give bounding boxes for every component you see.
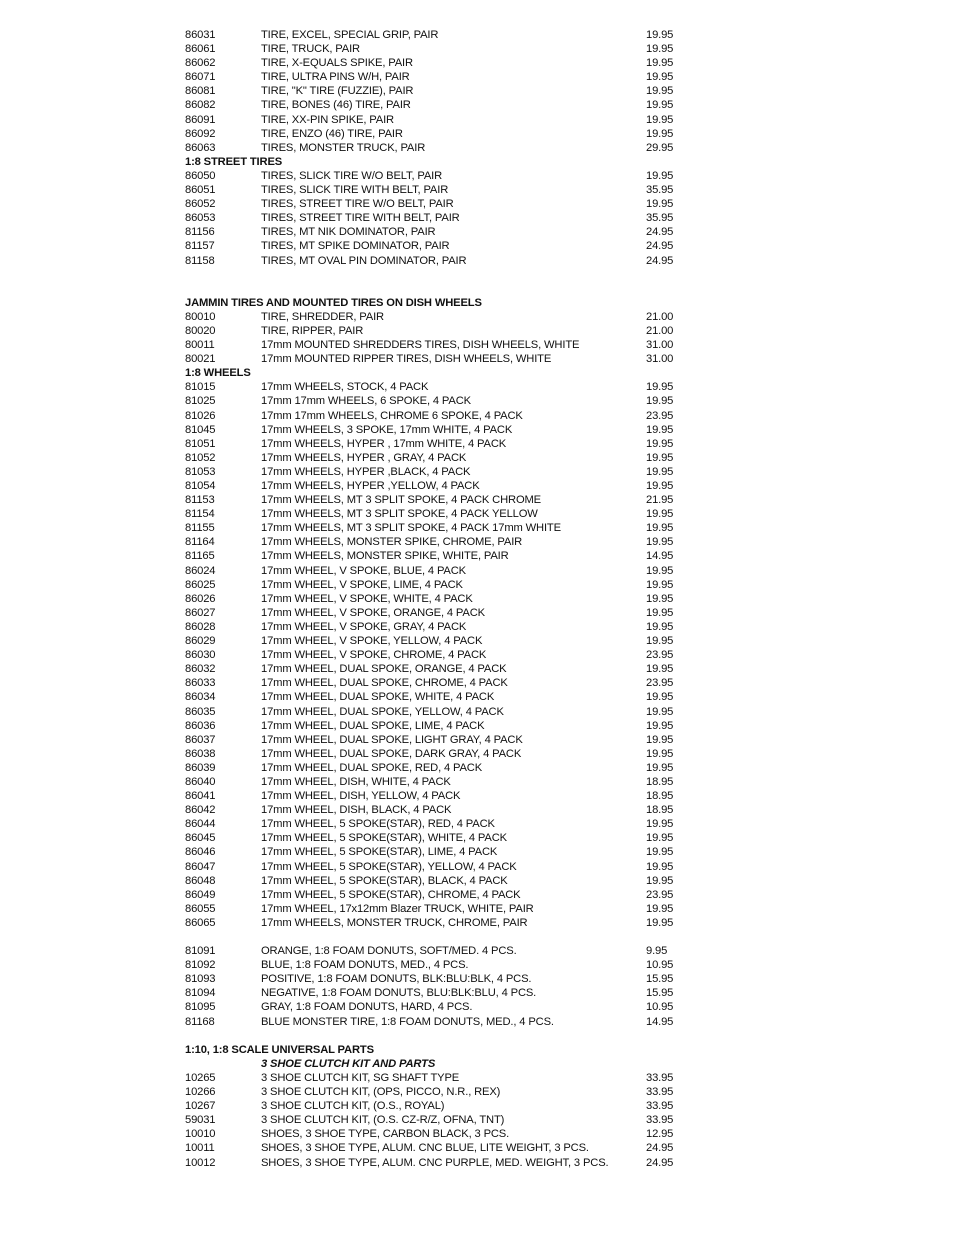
- item-description: 17mm WHEEL, 5 SPOKE(STAR), LIME, 4 PACK: [261, 846, 498, 859]
- item-price: 19.95: [646, 113, 674, 126]
- part-number: 80010: [185, 310, 216, 323]
- part-number: 86061: [185, 43, 216, 56]
- item-row: [185, 817, 685, 831]
- part-number: 86046: [185, 846, 216, 859]
- part-number: 10011: [185, 1142, 215, 1155]
- item-description: 17mm WHEEL, V SPOKE, LIME, 4 PACK: [261, 578, 463, 591]
- item-price: 19.95: [646, 85, 674, 98]
- part-number: 81051: [185, 437, 216, 450]
- item-row: [185, 479, 685, 493]
- item-row: [185, 860, 685, 874]
- item-row: [185, 394, 685, 408]
- part-number: 80020: [185, 324, 216, 337]
- item-row: [185, 1141, 685, 1155]
- part-number: 80011: [185, 339, 215, 352]
- item-price: 24.95: [646, 240, 674, 253]
- part-number: 86053: [185, 212, 216, 225]
- part-number: 86048: [185, 874, 216, 887]
- item-description: 3 SHOE CLUTCH KIT, SG SHAFT TYPE: [261, 1071, 460, 1084]
- item-row: [185, 324, 685, 338]
- item-description: 17mm WHEEL, 5 SPOKE(STAR), BLACK, 4 PACK: [261, 874, 508, 887]
- item-description: 17mm WHEELS, MT 3 SPLIT SPOKE, 4 PACK CHROME: [261, 494, 541, 507]
- item-row: [185, 648, 685, 662]
- part-number: 86030: [185, 649, 216, 662]
- item-price: 19.95: [646, 606, 674, 619]
- part-number: 10267: [185, 1100, 216, 1113]
- item-price: 19.95: [646, 71, 674, 84]
- item-price: 23.95: [646, 409, 674, 422]
- item-price: 19.95: [646, 846, 674, 859]
- item-row: [185, 409, 685, 423]
- item-row: [185, 113, 685, 127]
- item-row: [185, 634, 685, 648]
- item-description: TIRES, MT NIK DOMINATOR, PAIR: [261, 226, 436, 239]
- item-row: [185, 719, 685, 733]
- item-price: 19.95: [646, 564, 674, 577]
- item-row: [185, 606, 685, 620]
- item-row: [185, 141, 685, 155]
- part-number: 81153: [185, 494, 215, 507]
- item-description: 17mm WHEEL, DUAL SPOKE, LIGHT GRAY, 4 PACK: [261, 733, 523, 746]
- item-description: 17mm WHEEL, DUAL SPOKE, CHROME, 4 PACK: [261, 677, 508, 690]
- item-row: [185, 98, 685, 112]
- part-number: 81025: [185, 395, 216, 408]
- item-price: 15.95: [646, 973, 674, 986]
- part-number: 86033: [185, 677, 216, 690]
- item-price: 19.95: [646, 536, 674, 549]
- item-row: [185, 28, 685, 42]
- item-price: 18.95: [646, 804, 674, 817]
- item-price: 18.95: [646, 775, 674, 788]
- item-price: 19.95: [646, 860, 674, 873]
- part-number: 86031: [185, 29, 216, 41]
- part-number: 10266: [185, 1086, 216, 1099]
- item-description: 17mm WHEELS, MT 3 SPLIT SPOKE, 4 PACK YELLOW: [261, 508, 538, 521]
- part-number: 81157: [185, 240, 215, 253]
- part-number: 86082: [185, 99, 216, 112]
- item-row: [185, 535, 685, 549]
- item-row: [185, 690, 685, 704]
- item-description: 17mm WHEEL, DUAL SPOKE, RED, 4 PACK: [261, 761, 483, 774]
- part-number: 86024: [185, 564, 216, 577]
- item-row: [185, 197, 685, 211]
- item-price: 31.00: [646, 339, 674, 352]
- part-number: 86044: [185, 818, 216, 831]
- item-row: [185, 972, 685, 986]
- item-price: 14.95: [646, 1015, 674, 1028]
- item-row: [185, 986, 685, 1000]
- item-description: 17mm WHEEL, V SPOKE, WHITE, 4 PACK: [261, 592, 473, 605]
- item-description: 17mm WHEEL, V SPOKE, BLUE, 4 PACK: [261, 564, 466, 577]
- item-price: 35.95: [646, 212, 674, 225]
- item-price: 33.95: [646, 1100, 674, 1113]
- item-row: [185, 423, 685, 437]
- item-row: [185, 183, 685, 197]
- part-number: 81045: [185, 423, 216, 436]
- item-price: 24.95: [646, 1156, 674, 1169]
- item-row: [185, 888, 685, 902]
- item-description: TIRES, MT OVAL PIN DOMINATOR, PAIR: [261, 254, 467, 267]
- item-row: [185, 56, 685, 70]
- item-row: [185, 254, 685, 268]
- item-description: TIRE, SHREDDER, PAIR: [261, 310, 384, 323]
- item-row: [185, 169, 685, 183]
- part-number: 86032: [185, 663, 216, 676]
- item-description: 17mm WHEELS, MT 3 SPLIT SPOKE, 4 PACK 17mm WHITE: [261, 522, 561, 535]
- item-price: 12.95: [646, 1128, 674, 1141]
- item-row: [185, 42, 685, 56]
- item-price: 19.95: [646, 465, 674, 478]
- blank-row: [185, 282, 685, 296]
- item-description: 3 SHOE CLUTCH KIT, (O.S. CZ-R/Z, OFNA, TNT): [261, 1114, 505, 1127]
- item-price: 19.95: [646, 99, 674, 112]
- item-row: [185, 916, 685, 930]
- item-price: 19.95: [646, 57, 674, 70]
- part-number: 86091: [185, 113, 216, 126]
- part-number: 81156: [185, 226, 215, 239]
- item-row: [185, 451, 685, 465]
- part-number: 86039: [185, 761, 216, 774]
- item-row: [185, 874, 685, 888]
- item-description: 17mm WHEELS, HYPER ,YELLOW, 4 PACK: [261, 480, 480, 492]
- item-row: [185, 1071, 685, 1085]
- part-number: 81168: [185, 1015, 215, 1028]
- part-number: 10265: [185, 1071, 216, 1084]
- item-description: 17mm WHEEL, DISH, BLACK, 4 PACK: [261, 804, 452, 817]
- item-description: TIRES, SLICK TIRE WITH BELT, PAIR: [261, 184, 449, 197]
- part-number: 86035: [185, 705, 216, 718]
- item-price: 35.95: [646, 184, 674, 197]
- part-number: 81054: [185, 480, 216, 492]
- item-price: 15.95: [646, 987, 674, 1000]
- part-number: 86026: [185, 592, 216, 605]
- item-description: 17mm WHEEL, DISH, YELLOW, 4 PACK: [261, 790, 461, 803]
- item-price: 19.95: [646, 451, 674, 464]
- item-description: 17mm WHEEL, V SPOKE, YELLOW, 4 PACK: [261, 635, 483, 648]
- item-price: 23.95: [646, 649, 674, 662]
- part-number: 81091: [185, 945, 216, 958]
- item-price: 19.95: [646, 719, 674, 732]
- item-price: 33.95: [646, 1086, 674, 1099]
- item-row: [185, 521, 685, 535]
- item-description: SHOES, 3 SHOE TYPE, ALUM. CNC BLUE, LITE WEIGHT, 3 PCS.: [261, 1142, 589, 1155]
- item-price: 24.95: [646, 226, 674, 239]
- part-number: 86052: [185, 198, 216, 211]
- item-description: 17mm 17mm WHEELS, CHROME 6 SPOKE, 4 PACK: [261, 409, 523, 422]
- item-description: 17mm 17mm WHEELS, 6 SPOKE, 4 PACK: [261, 395, 471, 408]
- section-header: 1:8 STREET TIRES: [185, 155, 283, 168]
- item-description: TIRE, ENZO (46) TIRE, PAIR: [261, 127, 403, 140]
- item-price: 33.95: [646, 1071, 674, 1084]
- item-row: [185, 775, 685, 789]
- item-price: 19.95: [646, 29, 674, 41]
- part-number: 86047: [185, 860, 216, 873]
- part-number: 86055: [185, 902, 216, 915]
- item-row: [185, 958, 685, 972]
- item-row: [185, 578, 685, 592]
- item-description: TIRES, MT SPIKE DOMINATOR, PAIR: [261, 240, 450, 253]
- item-price: 19.95: [646, 578, 674, 591]
- part-number: 86040: [185, 775, 216, 788]
- part-number: 86065: [185, 916, 216, 929]
- blank-row: [185, 930, 685, 944]
- item-description: 17mm WHEELS, HYPER , GRAY, 4 PACK: [261, 451, 467, 464]
- part-number: 81154: [185, 508, 215, 521]
- part-number: 81092: [185, 959, 216, 972]
- item-description: 17mm WHEEL, DUAL SPOKE, ORANGE, 4 PACK: [261, 663, 507, 676]
- item-description: 17mm WHEEL, DUAL SPOKE, LIME, 4 PACK: [261, 719, 485, 732]
- price-list: [185, 28, 685, 1170]
- part-number: 81164: [185, 536, 215, 549]
- item-price: 19.95: [646, 169, 674, 182]
- item-description: 17mm WHEEL, DISH, WHITE, 4 PACK: [261, 775, 451, 788]
- item-row: [185, 1085, 685, 1099]
- part-number: 86034: [185, 691, 216, 704]
- item-price: 19.95: [646, 381, 674, 394]
- item-row: [185, 747, 685, 761]
- section-header: 1:10, 1:8 SCALE UNIVERSAL PARTS: [185, 1043, 374, 1056]
- item-description: TIRE, XX-PIN SPIKE, PAIR: [261, 113, 394, 126]
- item-description: NEGATIVE, 1:8 FOAM DONUTS, BLU:BLK:BLU, 4 PCS.: [261, 987, 537, 1000]
- item-price: 19.95: [646, 902, 674, 915]
- item-row: [185, 761, 685, 775]
- part-number: 86081: [185, 85, 216, 98]
- item-row: [185, 507, 685, 521]
- item-description: 3 SHOE CLUTCH KIT, (O.S., ROYAL): [261, 1100, 445, 1113]
- part-number: 86041: [185, 790, 216, 803]
- item-row: [185, 1113, 685, 1127]
- item-row: [185, 380, 685, 394]
- item-description: TIRE, BONES (46) TIRE, PAIR: [261, 99, 411, 112]
- item-price: 21.95: [646, 494, 674, 507]
- item-price: 19.95: [646, 832, 674, 845]
- item-description: 17mm WHEELS, 3 SPOKE, 17mm WHITE, 4 PACK: [261, 423, 513, 436]
- part-number: 86029: [185, 635, 216, 648]
- part-number: 86050: [185, 169, 216, 182]
- item-row: [185, 733, 685, 747]
- item-row: [185, 239, 685, 253]
- item-price: 9.95: [646, 945, 668, 958]
- item-price: 19.95: [646, 480, 674, 492]
- item-price: 19.95: [646, 508, 674, 521]
- item-price: 19.95: [646, 620, 674, 633]
- item-row: [185, 902, 685, 916]
- item-row: [185, 944, 685, 958]
- item-price: 23.95: [646, 888, 674, 901]
- part-number: 86092: [185, 127, 216, 140]
- item-row: [185, 789, 685, 803]
- part-number: 86071: [185, 71, 216, 84]
- item-description: 17mm WHEELS, HYPER ,BLACK, 4 PACK: [261, 465, 471, 478]
- item-price: 19.95: [646, 691, 674, 704]
- part-number: 81026: [185, 409, 216, 422]
- item-price: 31.00: [646, 353, 674, 366]
- part-number: 81158: [185, 254, 215, 267]
- item-description: 17mm WHEEL, DUAL SPOKE, YELLOW, 4 PACK: [261, 705, 504, 718]
- section-header: JAMMIN TIRES AND MOUNTED TIRES ON DISH WHEELS: [185, 296, 482, 309]
- item-description: 17mm WHEELS, MONSTER TRUCK, CHROME, PAIR: [261, 916, 528, 929]
- part-number: 86037: [185, 733, 216, 746]
- part-number: 86025: [185, 578, 216, 591]
- item-price: 19.95: [646, 747, 674, 760]
- subsection-title: 3 SHOE CLUTCH KIT AND PARTS: [261, 1057, 436, 1070]
- blank-row: [185, 268, 685, 282]
- item-row: [185, 310, 685, 324]
- item-price: 33.95: [646, 1114, 674, 1127]
- part-number: 59031: [185, 1114, 216, 1127]
- part-number: 86036: [185, 719, 216, 732]
- item-description: 17mm MOUNTED RIPPER TIRES, DISH WHEELS, WHITE: [261, 353, 552, 366]
- item-description: 3 SHOE CLUTCH KIT, (OPS, PICCO, N.R., REX): [261, 1086, 501, 1099]
- item-description: TIRE, EXCEL, SPECIAL GRIP, PAIR: [261, 29, 439, 41]
- part-number: 86063: [185, 141, 216, 154]
- item-description: 17mm WHEEL, V SPOKE, CHROME, 4 PACK: [261, 649, 487, 662]
- item-description: 17mm WHEEL, 5 SPOKE(STAR), WHITE, 4 PACK: [261, 832, 507, 845]
- item-price: 19.95: [646, 592, 674, 605]
- item-description: SHOES, 3 SHOE TYPE, ALUM. CNC PURPLE, MED. WEIGHT, 3 PCS.: [261, 1156, 609, 1169]
- item-price: 19.95: [646, 761, 674, 774]
- item-description: BLUE MONSTER TIRE, 1:8 FOAM DONUTS, MED., 4 PCS.: [261, 1015, 554, 1028]
- part-number: 86028: [185, 620, 216, 633]
- item-description: ORANGE, 1:8 FOAM DONUTS, SOFT/MED. 4 PCS.: [261, 945, 517, 958]
- item-row: [185, 84, 685, 98]
- item-row: [185, 662, 685, 676]
- item-description: 17mm WHEEL, 5 SPOKE(STAR), CHROME, 4 PACK: [261, 888, 521, 901]
- section-header: 1:8 WHEELS: [185, 367, 251, 380]
- item-row: [185, 225, 685, 239]
- item-description: 17mm WHEELS, MONSTER SPIKE, CHROME, PAIR: [261, 536, 523, 549]
- item-description: 17mm WHEEL, 5 SPOKE(STAR), YELLOW, 4 PACK: [261, 860, 517, 873]
- item-row: [185, 211, 685, 225]
- item-row: [185, 549, 685, 563]
- item-description: TIRES, STREET TIRE W/O BELT, PAIR: [261, 198, 454, 211]
- item-row: [185, 803, 685, 817]
- part-number: 86038: [185, 747, 216, 760]
- item-row: [185, 564, 685, 578]
- item-description: 17mm WHEEL, 17x12mm Blazer TRUCK, WHITE, PAIR: [261, 902, 534, 915]
- item-price: 24.95: [646, 1142, 674, 1155]
- item-description: TIRE, TRUCK, PAIR: [261, 43, 360, 56]
- item-price: 19.95: [646, 818, 674, 831]
- part-number: 80021: [185, 353, 216, 366]
- item-row: [185, 620, 685, 634]
- item-price: 24.95: [646, 254, 674, 267]
- item-price: 10.95: [646, 1001, 674, 1014]
- item-row: [185, 1099, 685, 1113]
- part-number: 81053: [185, 465, 216, 478]
- blank-row: [185, 1029, 685, 1043]
- item-price: 19.95: [646, 705, 674, 718]
- part-number: 81015: [185, 381, 216, 394]
- item-price: 19.95: [646, 733, 674, 746]
- item-price: 19.95: [646, 437, 674, 450]
- item-price: 19.95: [646, 127, 674, 140]
- item-description: TIRE, RIPPER, PAIR: [261, 324, 364, 337]
- part-number: 81095: [185, 1001, 216, 1014]
- subsection-header: [185, 1057, 685, 1071]
- item-price: 18.95: [646, 790, 674, 803]
- item-row: [185, 1127, 685, 1141]
- item-description: 17mm WHEEL, DUAL SPOKE, WHITE, 4 PACK: [261, 691, 495, 704]
- item-price: 21.00: [646, 310, 674, 323]
- part-number: 10010: [185, 1128, 216, 1141]
- item-price: 19.95: [646, 198, 674, 211]
- item-description: 17mm MOUNTED SHREDDERS TIRES, DISH WHEELS, WHITE: [261, 339, 580, 352]
- item-description: TIRE, ULTRA PINS W/H, PAIR: [261, 71, 410, 84]
- item-row: [185, 493, 685, 507]
- part-number: 81094: [185, 987, 216, 1000]
- part-number: 81155: [185, 522, 215, 535]
- item-row: [185, 705, 685, 719]
- item-description: 17mm WHEELS, HYPER , 17mm WHITE, 4 PACK: [261, 437, 507, 450]
- item-description: 17mm WHEEL, V SPOKE, GRAY, 4 PACK: [261, 620, 467, 633]
- part-number: 86042: [185, 804, 216, 817]
- part-number: 86045: [185, 832, 216, 845]
- item-row: [185, 831, 685, 845]
- item-description: 17mm WHEEL, 5 SPOKE(STAR), RED, 4 PACK: [261, 818, 495, 831]
- item-row: [185, 70, 685, 84]
- item-row: [185, 437, 685, 451]
- item-description: POSITIVE, 1:8 FOAM DONUTS, BLK:BLU:BLK, 4 PCS.: [261, 973, 532, 986]
- item-price: 19.95: [646, 635, 674, 648]
- item-row: [185, 127, 685, 141]
- item-price: 19.95: [646, 916, 674, 929]
- item-row: [185, 676, 685, 690]
- part-number: 86027: [185, 606, 216, 619]
- item-price: 19.95: [646, 522, 674, 535]
- item-description: SHOES, 3 SHOE TYPE, CARBON BLACK, 3 PCS.: [261, 1128, 510, 1141]
- item-row: [185, 845, 685, 859]
- item-description: GRAY, 1:8 FOAM DONUTS, HARD, 4 PCS.: [261, 1001, 473, 1014]
- item-description: 17mm WHEELS, STOCK, 4 PACK: [261, 381, 429, 394]
- item-price: 14.95: [646, 550, 674, 563]
- item-price: 19.95: [646, 395, 674, 408]
- item-description: TIRE, X-EQUALS SPIKE, PAIR: [261, 57, 413, 70]
- item-price: 29.95: [646, 141, 674, 154]
- item-price: 19.95: [646, 43, 674, 56]
- part-number: 81052: [185, 451, 216, 464]
- item-row: [185, 1015, 685, 1029]
- part-number: 86049: [185, 888, 216, 901]
- part-number: 81093: [185, 973, 216, 986]
- item-price: 21.00: [646, 324, 674, 337]
- item-price: 23.95: [646, 677, 674, 690]
- item-description: 17mm WHEELS, MONSTER SPIKE, WHITE, PAIR: [261, 550, 509, 563]
- item-description: BLUE, 1:8 FOAM DONUTS, MED., 4 PCS.: [261, 959, 469, 972]
- item-row: [185, 1156, 685, 1170]
- part-number: 81165: [185, 550, 215, 563]
- item-description: 17mm WHEEL, DUAL SPOKE, DARK GRAY, 4 PACK: [261, 747, 522, 760]
- item-description: TIRE, "K" TIRE (FUZZIE), PAIR: [261, 85, 414, 98]
- item-row: [185, 592, 685, 606]
- part-number: 10012: [185, 1156, 216, 1169]
- item-description: TIRES, MONSTER TRUCK, PAIR: [261, 141, 426, 154]
- item-description: 17mm WHEEL, V SPOKE, ORANGE, 4 PACK: [261, 606, 485, 619]
- item-description: TIRES, SLICK TIRE W/O BELT, PAIR: [261, 169, 443, 182]
- item-row: [185, 352, 685, 366]
- item-price: 19.95: [646, 663, 674, 676]
- item-description: TIRES, STREET TIRE WITH BELT, PAIR: [261, 212, 460, 225]
- item-row: [185, 1000, 685, 1014]
- item-row: [185, 338, 685, 352]
- item-price: 19.95: [646, 874, 674, 887]
- part-number: 86062: [185, 57, 216, 70]
- item-price: 19.95: [646, 423, 674, 436]
- part-number: 86051: [185, 184, 216, 197]
- item-price: 10.95: [646, 959, 674, 972]
- item-row: [185, 465, 685, 479]
